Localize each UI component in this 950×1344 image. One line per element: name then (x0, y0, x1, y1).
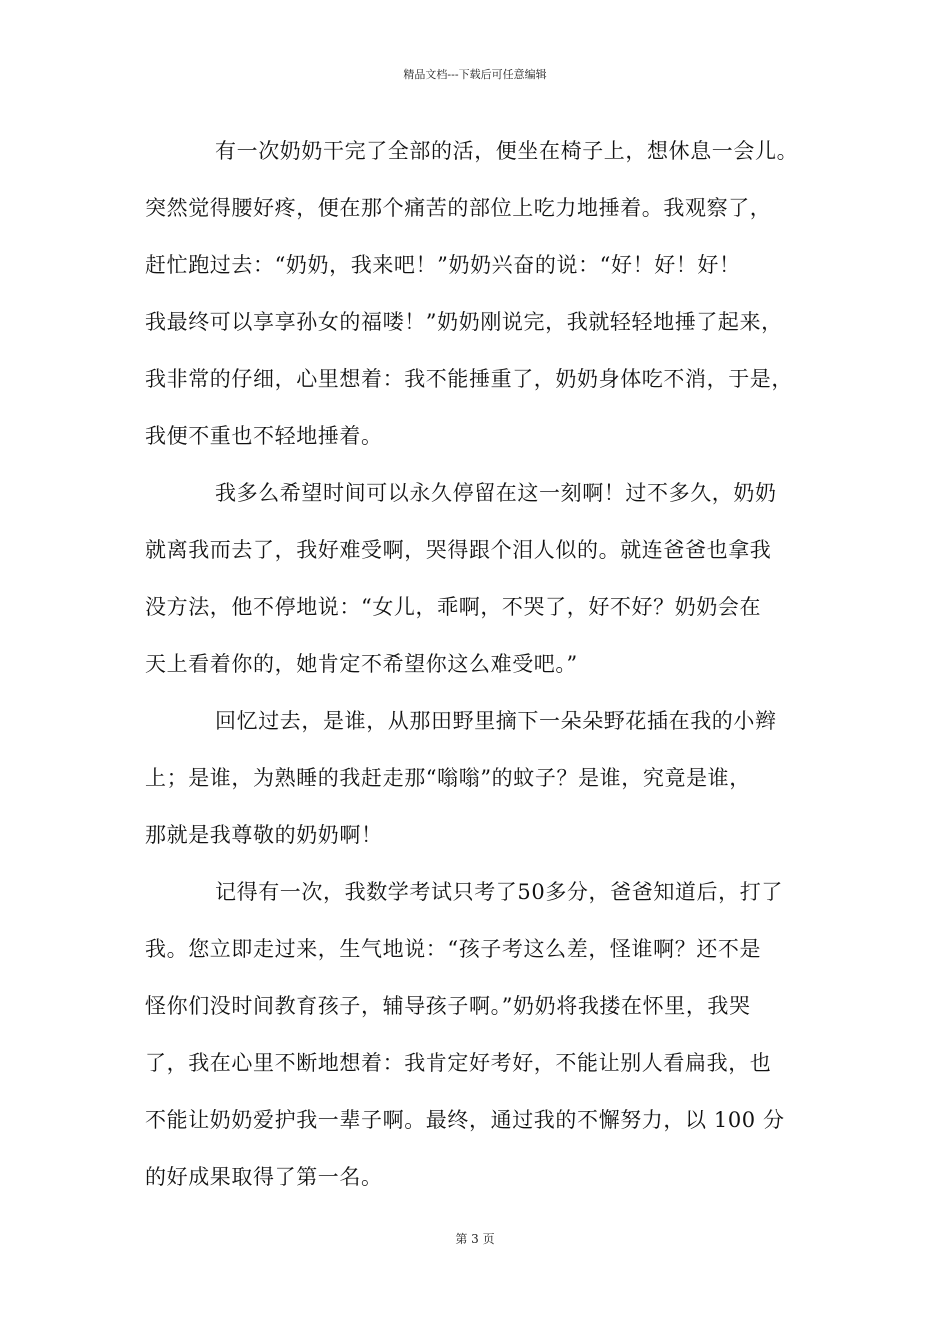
text-line: 记得有一次，我数学考试只考了50多分，爸爸知道后，打了 (215, 880, 783, 904)
text-line: 我多么希望时间可以永久停留在这一刻啊！过不多久，奶奶 (215, 481, 777, 505)
text-line: 没方法，他不停地说：“女儿，乖啊，不哭了，好不好？奶奶会在 (145, 595, 762, 619)
text-line: 赶忙跑过去：“奶奶，我来吧！”奶奶兴奋的说：“好！好！好！ (145, 253, 741, 277)
text-line: 不能让奶奶爱护我一辈子啊。最终，通过我的不懈努力，以 100 分 (145, 1108, 785, 1132)
text-line: 天上看着你的，她肯定不希望你这么难受吧。” (145, 652, 578, 676)
text-line: 上；是谁，为熟睡的我赶走那“嗡嗡”的蚊子？是谁，究竟是谁， (145, 766, 751, 790)
text-line: 回忆过去，是谁，从那田野里摘下一朵朵野花插在我的小辫 (215, 709, 777, 733)
text-line: 就离我而去了，我好难受啊，哭得跟个泪人似的。就连爸爸也拿我 (145, 538, 772, 562)
text-line: 那就是我尊敬的奶奶啊！ (145, 823, 383, 847)
text-line: 我非常的仔细，心里想着：我不能捶重了，奶奶身体吃不消，于是， (145, 367, 793, 391)
text-line: 我。您立即走过来，生气地说：“孩子考这么差，怪谁啊？还不是 (145, 937, 762, 961)
text-line: 怪你们没时间教育孩子，辅导孩子啊。”奶奶将我搂在怀里，我哭 (145, 994, 751, 1018)
text-line: 有一次奶奶干完了全部的活，便坐在椅子上，想休息一会儿。 (215, 139, 799, 163)
page-header: 精品文档---下载后可任意编辑 (403, 68, 547, 81)
text-line: 我最终可以享享孙女的福喽！”奶奶刚说完，我就轻轻地捶了起来， (145, 310, 783, 334)
page-number: 第 3 页 (455, 1232, 495, 1246)
text-line: 我便不重也不轻地捶着。 (145, 424, 383, 448)
text-line: 了，我在心里不断地想着：我肯定好考好，不能让别人看扁我，也 (145, 1051, 772, 1075)
text-line: 的好成果取得了第一名。 (145, 1165, 383, 1189)
text-line: 突然觉得腰好疼，便在那个痛苦的部位上吃力地捶着。我观察了， (145, 196, 772, 220)
